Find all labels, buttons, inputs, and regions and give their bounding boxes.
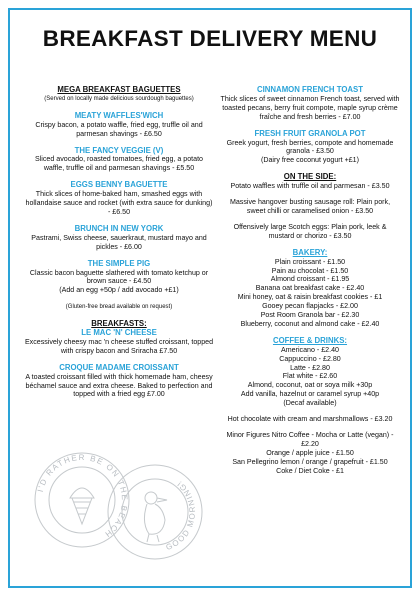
drinks-heading: COFFEE & DRINKS:	[272, 335, 348, 345]
side-item: Massive hangover busting sausage roll: Plain pork, sweet chilli or caramelised onion - £3.50	[229, 198, 391, 215]
drink-item: Add vanilla, hazelnut or caramel syrup +40p	[240, 390, 380, 399]
bakery-item: Post Room Granola bar - £2.30	[260, 311, 360, 320]
good-morning-stamp	[105, 462, 205, 562]
ice-cream-icon	[70, 488, 94, 524]
drink-item: San Pellegrino lemon / orange / grapefruit - £1.50	[232, 457, 388, 466]
item-desc: Thick slices of sweet cinnamon French toast, served with toasted pecans, berry fruit compote, maple syrup crème fraîche and fresh berries - £7.00	[220, 94, 400, 121]
side-item: Potato waffles with truffle oil and parmesan - £3.50	[230, 182, 390, 191]
bakery-item: Almond croissant - £1.95	[270, 275, 350, 284]
baguettes-heading: MEGA BREAKFAST BAGUETTES	[57, 85, 181, 94]
item-desc: Pastrami, Swiss cheese, sauerkraut, mustard mayo and pickles - £6.00	[31, 233, 207, 251]
drink-item: Latte - £2.80	[290, 363, 330, 372]
drink-item: Minor Figures Nitro Coffee - Mocha or Latte (vegan) - £2.20	[226, 431, 394, 448]
right-column	[220, 86, 400, 476]
page-title: BREAKFAST DELIVERY MENU	[42, 26, 378, 51]
item-desc: Greek yogurt, fresh berries, compote and homemade granola - £3.50	[226, 138, 394, 156]
gluten-note: (Gluten-free bread available on request)	[65, 304, 173, 311]
item-desc: Thick slices of home-baked ham, smashed eggs with hollandaise sauce and rocket (with extra sauce for dunking) - £6.50	[25, 190, 213, 216]
drink-item: Hot chocolate with cream and marshmallows - £3.20	[227, 415, 393, 424]
item-name: THE FANCY VEGGIE (V)	[74, 145, 164, 155]
drink-item: Cappuccino - £2.80	[279, 354, 341, 363]
drink-item: Americano - £2.40	[281, 345, 339, 354]
item-name: FRESH FRUIT GRANOLA POT	[254, 128, 366, 138]
drink-item: Coke / Diet Coke - £1	[276, 466, 344, 475]
item-extra: (Add an egg +50p / add avocado +£1)	[59, 286, 179, 295]
drink-item: (Decaf available)	[283, 399, 337, 408]
left-column	[24, 86, 214, 399]
seagull-icon	[144, 492, 167, 542]
drink-item: Almond, coconut, oat or soya milk +30p	[247, 381, 373, 390]
item-desc: Sliced avocado, roasted tomatoes, fried egg, a potato waffle, truffle oil and parmesan shavings - £5.50	[35, 155, 203, 173]
item-name: EGGS BENNY BAGUETTE	[70, 180, 168, 190]
item-extra: (Dairy free coconut yogurt +£1)	[261, 156, 359, 165]
item-desc: Crispy bacon, a potato waffle, fried egg, truffle oil and parmesan shavings - £6.50	[35, 120, 203, 138]
bakery-item: Blueberry, coconut and almond cake - £2.40	[240, 319, 380, 328]
bakery-item: Mini honey, oat & raisin breakfast cookies - £1	[237, 293, 383, 302]
baguettes-note: (Served on locally made delicious sourdough baguettes)	[44, 95, 194, 102]
item-name: MEATY WAFFLES'WICH	[74, 110, 164, 120]
item-name: CINNAMON FRENCH TOAST	[257, 85, 363, 94]
item-name: THE SIMPLE PIG	[87, 258, 151, 268]
side-heading: ON THE SIDE:	[283, 172, 337, 182]
drink-item: Flat white - £2.60	[282, 372, 338, 381]
bakery-item: Banana oat breakfast cake - £2.40	[255, 284, 365, 293]
bakery-item: Pain au chocolat - £1.50	[271, 266, 349, 275]
breakfasts-heading: BREAKFASTS:	[91, 319, 147, 329]
side-item: Offensively large Scotch eggs: Plain pork, leek & mustard or chorizo - £3.50	[233, 222, 387, 240]
item-desc: Excessively cheesy mac 'n cheese stuffed croissant, topped with crispy bacon and Sriracha £7.50	[24, 337, 214, 355]
item-name: LE MAC 'N' CHEESE	[81, 328, 157, 338]
item-desc: Classic bacon baguette slathered with tomato ketchup or brown sauce - £4.50	[29, 268, 209, 286]
bakery-item: Plain croissant - £1.50	[274, 257, 346, 266]
stamp-text: GOOD MORNING!	[164, 478, 198, 553]
stamp-text: I'D RATHER BE ON THE BEACH	[35, 452, 130, 540]
item-desc: A toasted croissant filled with thick homemade ham, cheesy béchamel sauce and extra cheese. Baked to perfection and topped with a fried egg £7.00	[25, 372, 213, 399]
bakery-item: Gooey pecan flapjacks - £2.00	[262, 302, 358, 311]
drink-item: Orange / apple juice - £1.50	[266, 448, 354, 457]
item-name: CROQUE MADAME CROISSANT	[59, 362, 179, 372]
item-name: BRUNCH IN NEW YORK	[74, 223, 164, 233]
bakery-heading: BAKERY:	[292, 247, 328, 257]
